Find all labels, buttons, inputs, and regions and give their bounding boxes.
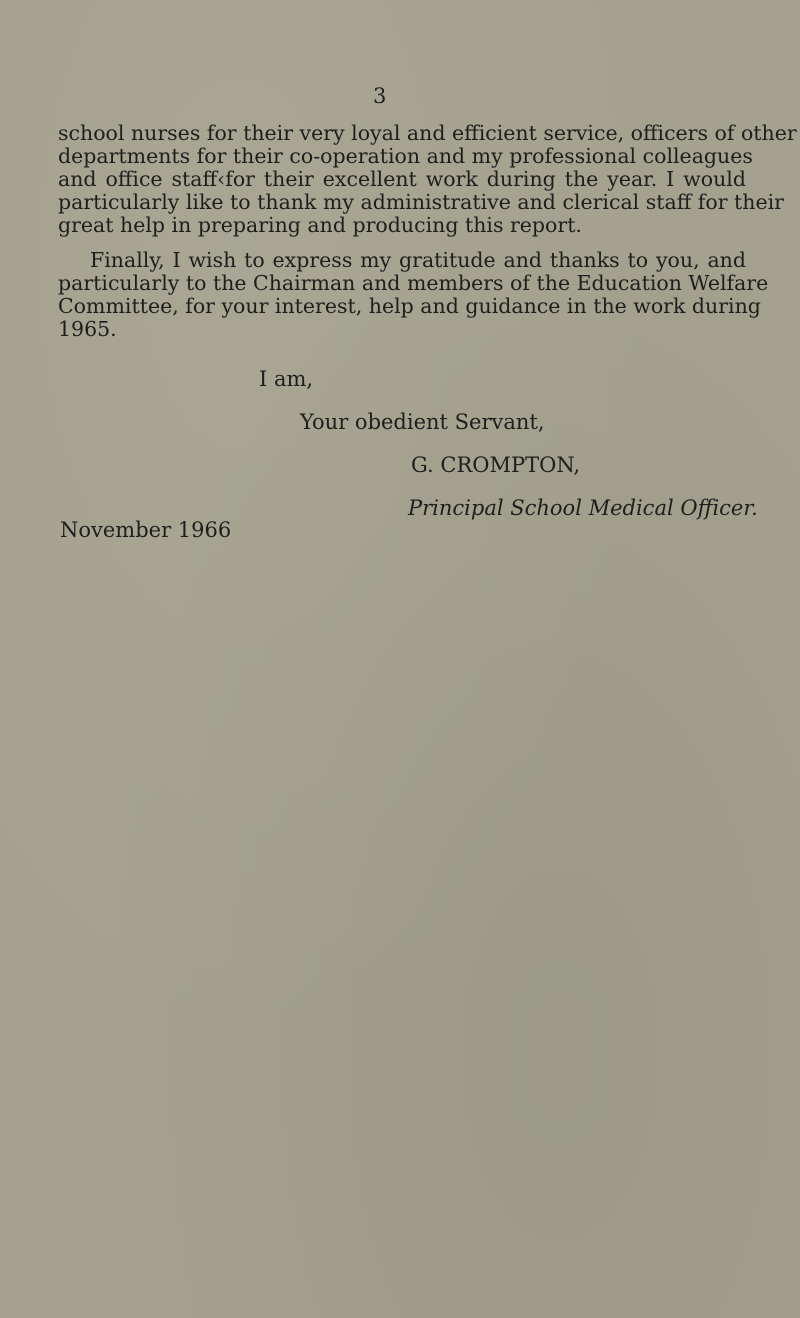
signatory-title: Principal School Medical Officer. — [408, 496, 758, 520]
closing-i-am: I am, — [259, 367, 314, 391]
paragraph-thanks-committee — [58, 248, 769, 341]
paragraph-line: particularly like to thank my administrative and clerical staff for their — [58, 190, 784, 214]
signatory-name: G. CROMPTON, — [411, 453, 581, 477]
paragraph-line: and office staff‹for their excellent work during the year. I would — [58, 167, 746, 191]
paragraph-line: Committee, for your interest, help and guidance in the work during — [58, 294, 761, 318]
closing-obedient-servant: Your obedient Servant, — [300, 410, 545, 434]
paragraph-line: 1965. — [58, 317, 117, 341]
paragraph-line: departments for their co-operation and my professional colleagues — [58, 144, 753, 168]
paragraph-thanks-staff — [58, 121, 797, 237]
paragraph-line: school nurses for their very loyal and efficient service, officers of other — [58, 121, 797, 145]
paragraph-line: great help in preparing and producing this report. — [58, 213, 582, 237]
paragraph-line: particularly to the Chairman and members of the Education Welfare — [58, 271, 769, 295]
document-date: November 1966 — [60, 518, 232, 542]
page-number: 3 — [373, 84, 387, 108]
paragraph-line: Finally, I wish to express my gratitude and thanks to you, and — [90, 248, 746, 272]
